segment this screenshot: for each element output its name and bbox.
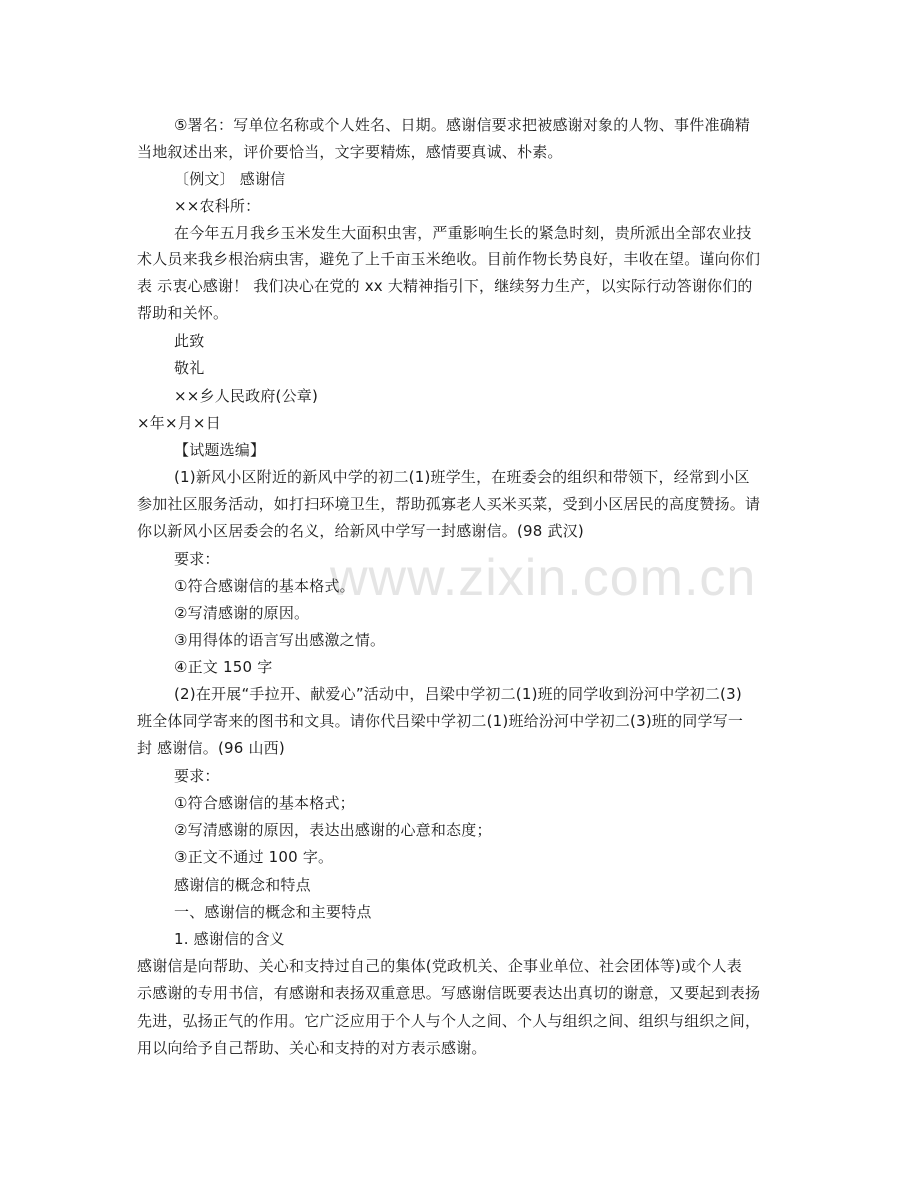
paragraph-line: (2)在开展“手拉开、献爱心”活动中，吕梁中学初二(1)班的同学收到汾河中学初二(3) <box>174 685 742 703</box>
requirement-item: ②写清感谢的原因。 <box>174 604 310 622</box>
closing-line: 此致 <box>174 332 205 350</box>
paragraph-line: 表 示衷心感谢！ 我们决心在党的 xx 大精神指引下，继续努力生产，以实际行动答谢你们的 <box>137 277 753 295</box>
requirement-item: ④正文 150 字 <box>174 658 273 676</box>
date-line: ×年×月×日 <box>137 414 221 432</box>
closing-line: 敬礼 <box>174 359 205 377</box>
requirement-item: ①符合感谢信的基本格式。 <box>174 577 355 595</box>
paragraph-line: 感谢信是向帮助、关心和支持过自己的集体(党政机关、企事业单位、社会团体等)或个人表 <box>137 957 742 975</box>
paragraph-line: ⑤署名：写单位名称或个人姓名、日期。感谢信要求把被感谢对象的人物、事件准确精 <box>174 116 751 134</box>
paragraph-line: 当地叙述出来，评价要恰当，文字要精炼，感情要真诚、朴素。 <box>137 143 563 161</box>
paragraph-line: 帮助和关怀。 <box>137 304 229 322</box>
requirement-item: ①符合感谢信的基本格式； <box>174 794 355 812</box>
section-title: 感谢信的概念和特点 <box>174 876 311 894</box>
paragraph-line: 你以新风小区居委会的名义，给新风中学写一封感谢信。(98 武汉) <box>137 522 584 540</box>
paragraph-line: 术人员来我乡根治病虫害，避免了上千亩玉米绝收。目前作物长势良好，丰收在望。谨向你们 <box>137 250 761 268</box>
watermark: www.zixin.com.cn <box>330 549 757 607</box>
paragraph-line: 在今年五月我乡玉米发生大面积虫害，严重影响生长的紧急时刻，贵所派出全部农业技 <box>174 224 752 242</box>
subsection-heading: 1. 感谢信的含义 <box>174 930 285 948</box>
requirements-label: 要求： <box>174 767 220 785</box>
paragraph-line: 参加社区服务活动，如打扫环境卫生，帮助孤寡老人买米买菜，受到小区居民的高度赞扬。请 <box>137 495 761 513</box>
paragraph-line: 先进，弘扬正气的作用。它广泛应用于个人与个人之间、个人与组织之间、组织与组织之间， <box>137 1012 761 1030</box>
requirement-item: ③正文不通过 100 字。 <box>174 848 334 866</box>
paragraph-line: 班全体同学寄来的图书和文具。请你代吕梁中学初二(1)班给汾河中学初二(3)班的同学写一 <box>137 712 744 730</box>
salutation: ××农科所： <box>174 197 261 215</box>
paragraph-line: (1)新风小区附近的新风中学的初二(1)班学生，在班委会的组织和带领下，经常到小区 <box>174 468 750 486</box>
example-heading: 〔例文〕 感谢信 <box>174 170 286 188</box>
section-heading: 【试题选编】 <box>174 441 266 459</box>
signature-line: ××乡人民政府(公章) <box>174 387 319 405</box>
requirements-label: 要求： <box>174 550 220 568</box>
paragraph-line: 示感谢的专用书信，有感谢和表扬双重意思。写感谢信既要表达出真切的谢意，又要起到表扬 <box>137 984 761 1002</box>
paragraph-line: 用以向给予自己帮助、关心和支持的对方表示感谢。 <box>137 1039 487 1057</box>
paragraph-line: 封 感谢信。(96 山西) <box>137 739 285 757</box>
requirement-item: ②写清感谢的原因，表达出感谢的心意和态度； <box>174 821 492 839</box>
requirement-item: ③用得体的语言写出感激之情。 <box>174 631 386 649</box>
section-heading: 一、感谢信的概念和主要特点 <box>174 903 372 921</box>
